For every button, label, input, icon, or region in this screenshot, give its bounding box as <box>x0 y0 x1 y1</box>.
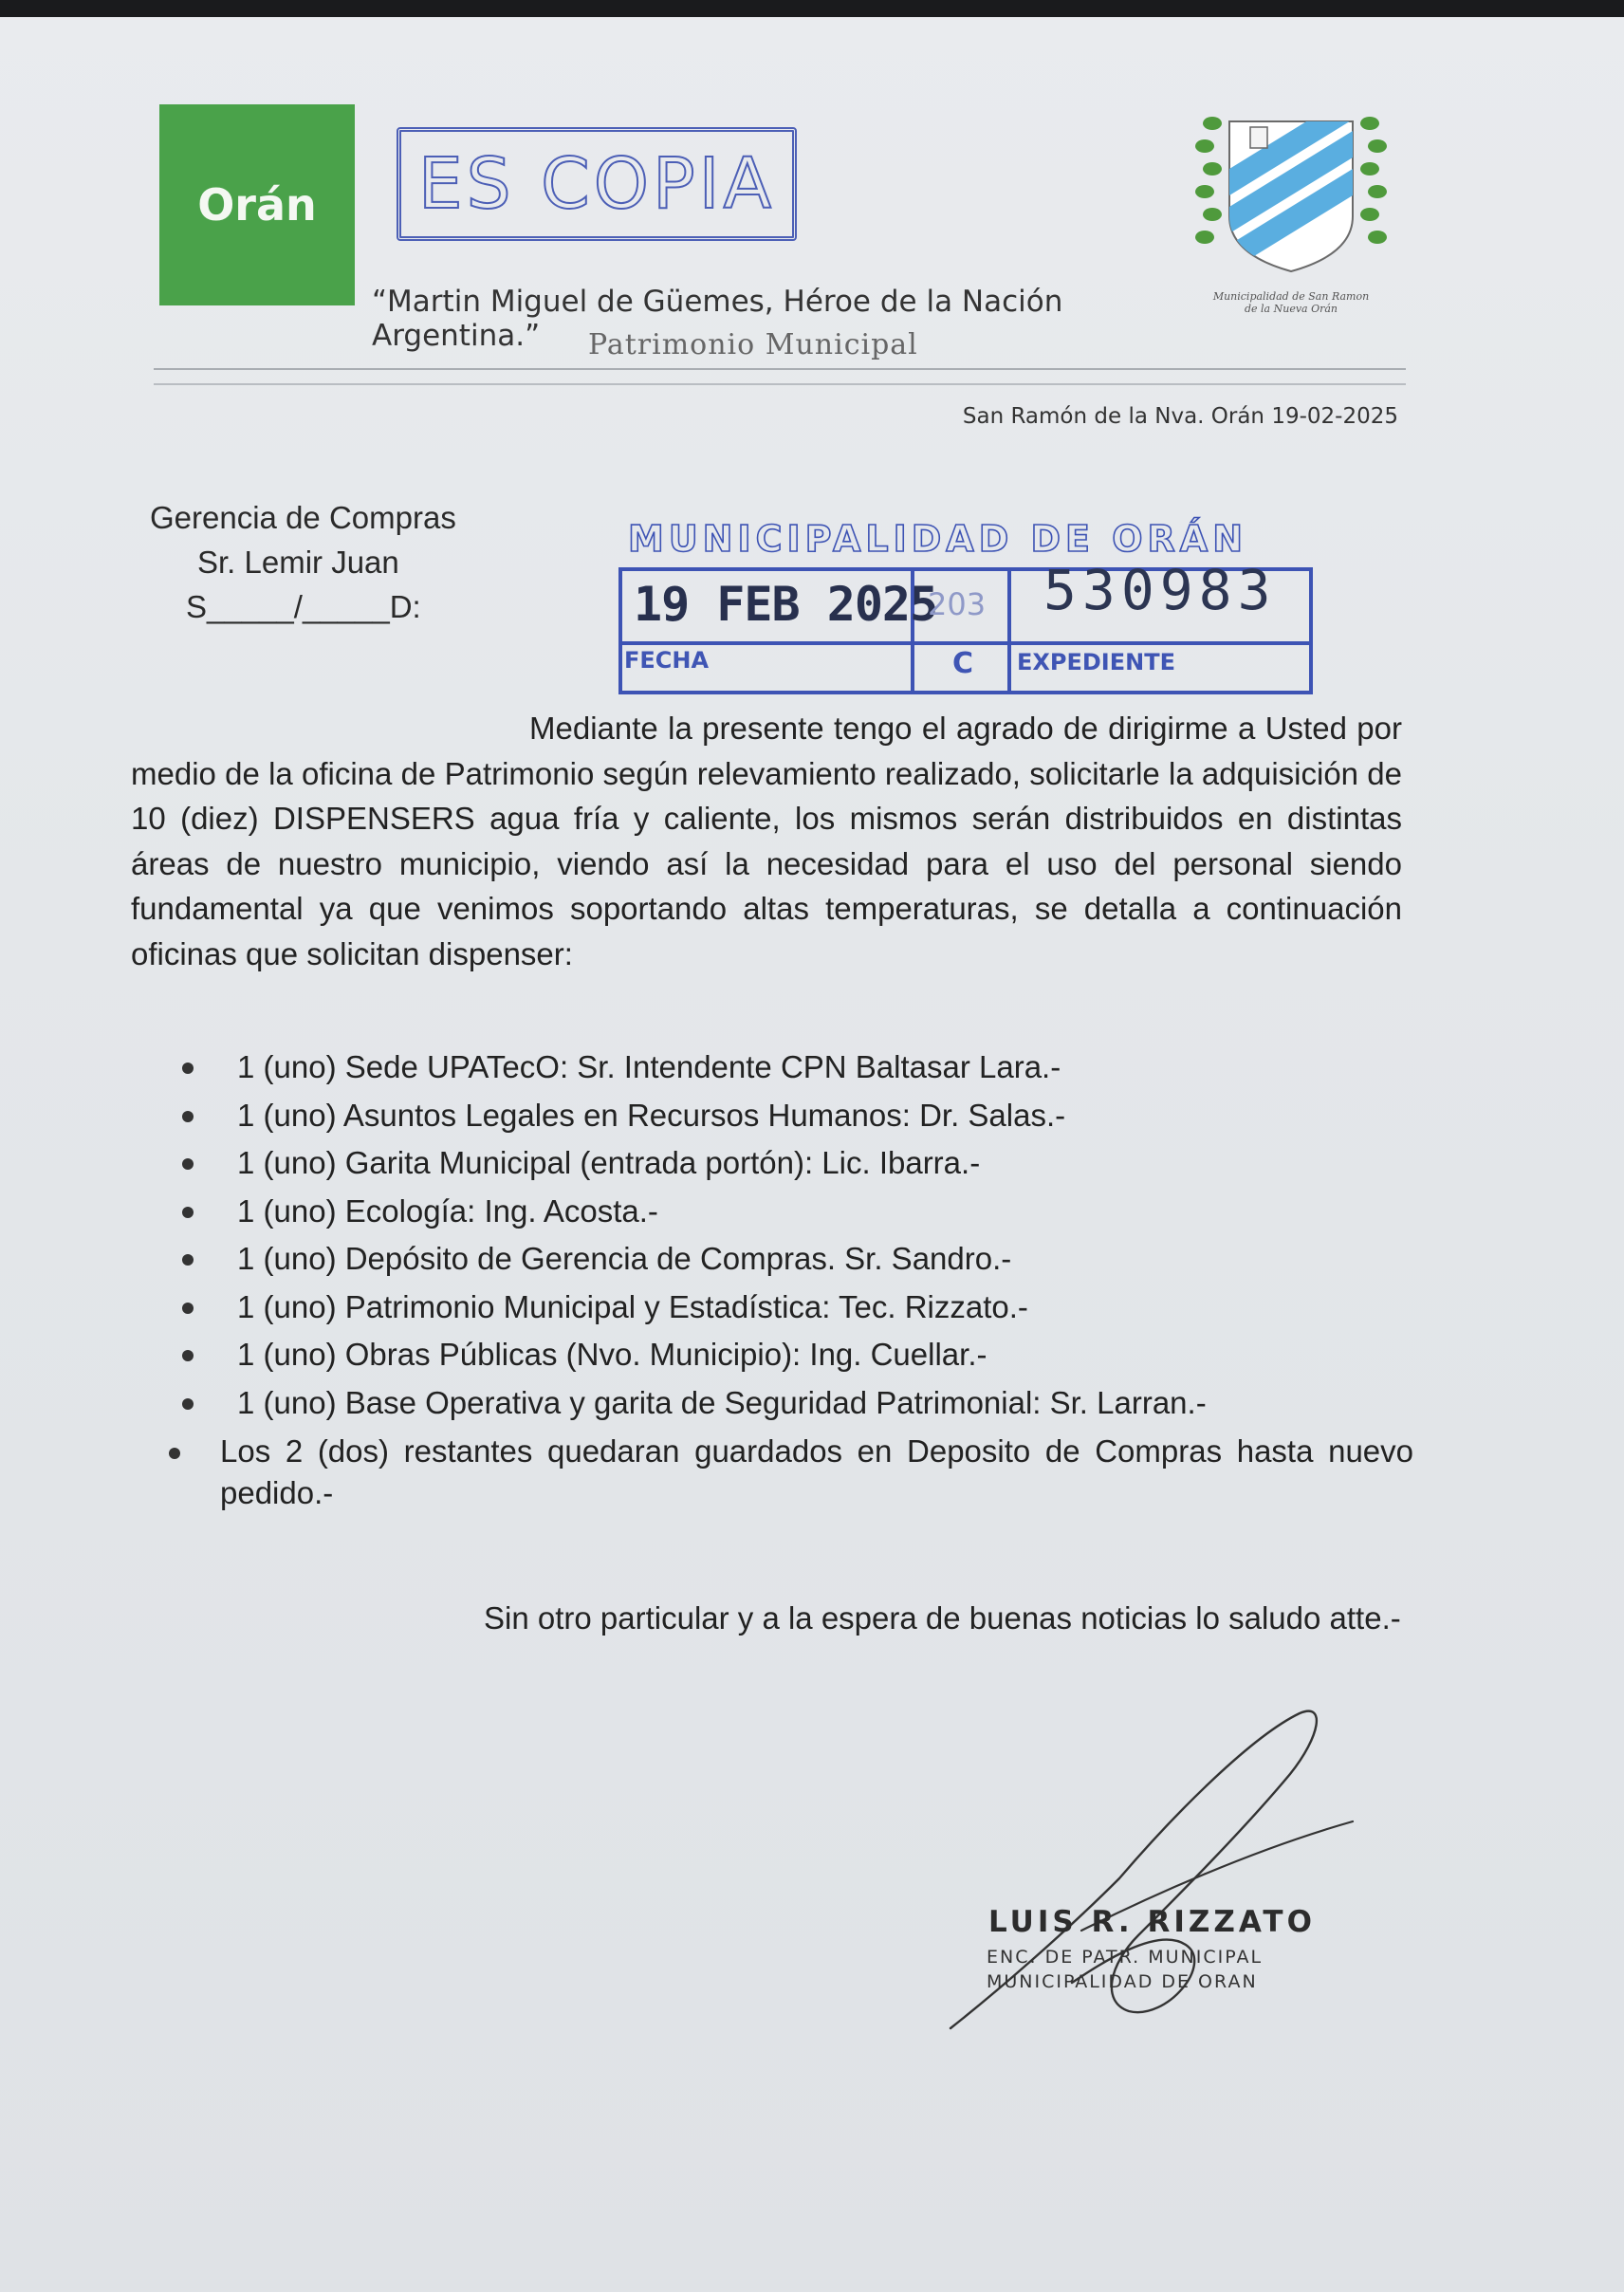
body-paragraph: Mediante la presente tengo el agrado de dirigirme a Usted por medio de la oficina de Patrimonio según relevamiento realizado, solicitarle la adquisición de 10 (diez) DISPENSERS agua fría y caliente, los mismos serán distribuidos en distintas áreas de nuestro municipio, viendo así la necesidad para el uso del personal siendo fundamental ya que venimos soportando altas temperaturas, se detalla a continuación oficinas que solicitan dispenser: <box>131 711 1402 971</box>
reception-stamp-rule <box>618 641 1309 645</box>
reception-stamp-label-fecha: FECHA <box>624 647 710 674</box>
list-item: 1 (uno) Obras Públicas (Nvo. Municipio): Ing. Cuellar.- <box>142 1331 1413 1379</box>
page-top-shadow <box>0 0 1624 17</box>
addressee-salutation: S_____/_____D: <box>186 589 421 624</box>
list-item: Los 2 (dos) restantes quedaran guardados en Deposito de Compras hasta nuevo pedido.- <box>142 1431 1413 1514</box>
header-divider <box>154 368 1406 370</box>
list-item: 1 (uno) Base Operativa y garita de Seguridad Patrimonial: Sr. Larran.- <box>142 1379 1413 1428</box>
reception-stamp-title: MUNICIPALIDAD DE ORÁN <box>628 518 1247 560</box>
dispenser-list <box>142 1044 1413 1514</box>
municipal-crest-icon <box>1191 102 1391 288</box>
signatory-title: ENC. DE PATR. MUNICIPAL <box>987 1947 1264 1968</box>
reception-stamp-code: 203 <box>928 586 987 622</box>
list-item: 1 (uno) Patrimonio Municipal y Estadística: Tec. Rizzato.- <box>142 1284 1413 1332</box>
logo-text: Orán <box>197 179 317 231</box>
list-item: 1 (uno) Garita Municipal (entrada portón): Lic. Ibarra.- <box>142 1139 1413 1188</box>
signatory-name: LUIS R. RIZZATO <box>988 1905 1316 1939</box>
expediente-number: 530983 <box>1043 558 1277 622</box>
list-item: 1 (uno) Asuntos Legales en Recursos Humanos: Dr. Salas.- <box>142 1092 1413 1140</box>
signatory-organization: MUNICIPALIDAD DE ORAN <box>987 1971 1258 1992</box>
reception-stamp <box>618 518 1320 696</box>
es-copia-stamp: ES COPIA <box>397 127 797 241</box>
reception-stamp-divider <box>1007 567 1011 691</box>
reception-stamp-date: 19 FEB 2025 <box>634 577 938 632</box>
addressee-block <box>150 495 456 629</box>
oran-logo <box>159 104 355 305</box>
list-item: 1 (uno) Sede UPATecO: Sr. Intendente CPN Baltasar Lara.- <box>142 1044 1413 1092</box>
header-divider-secondary <box>154 383 1406 385</box>
addressee-department: Gerencia de Compras <box>150 500 456 535</box>
department-subtitle: Patrimonio Municipal <box>588 328 918 361</box>
crest-caption-line2: de la Nueva Orán <box>1244 303 1338 315</box>
motto: “Martin Miguel de Güemes, Héroe de la Nación Argentina.” <box>372 285 1063 353</box>
list-item: 1 (uno) Ecología: Ing. Acosta.- <box>142 1188 1413 1236</box>
list-item: 1 (uno) Depósito de Gerencia de Compras. Sr. Sandro.- <box>142 1235 1413 1284</box>
crest-caption <box>1191 290 1391 315</box>
reception-stamp-label-expediente: EXPEDIENTE <box>1017 649 1175 675</box>
crest-caption-line1: Municipalidad de San Ramon <box>1212 290 1370 303</box>
document-date: San Ramón de la Nva. Orán 19-02-2025 <box>962 404 1398 429</box>
reception-stamp-label-c: C <box>952 647 974 680</box>
addressee-name: Sr. Lemir Juan <box>197 545 399 580</box>
closing-paragraph: Sin otro particular y a la espera de buenas noticias lo saludo atte.- <box>484 1600 1401 1636</box>
